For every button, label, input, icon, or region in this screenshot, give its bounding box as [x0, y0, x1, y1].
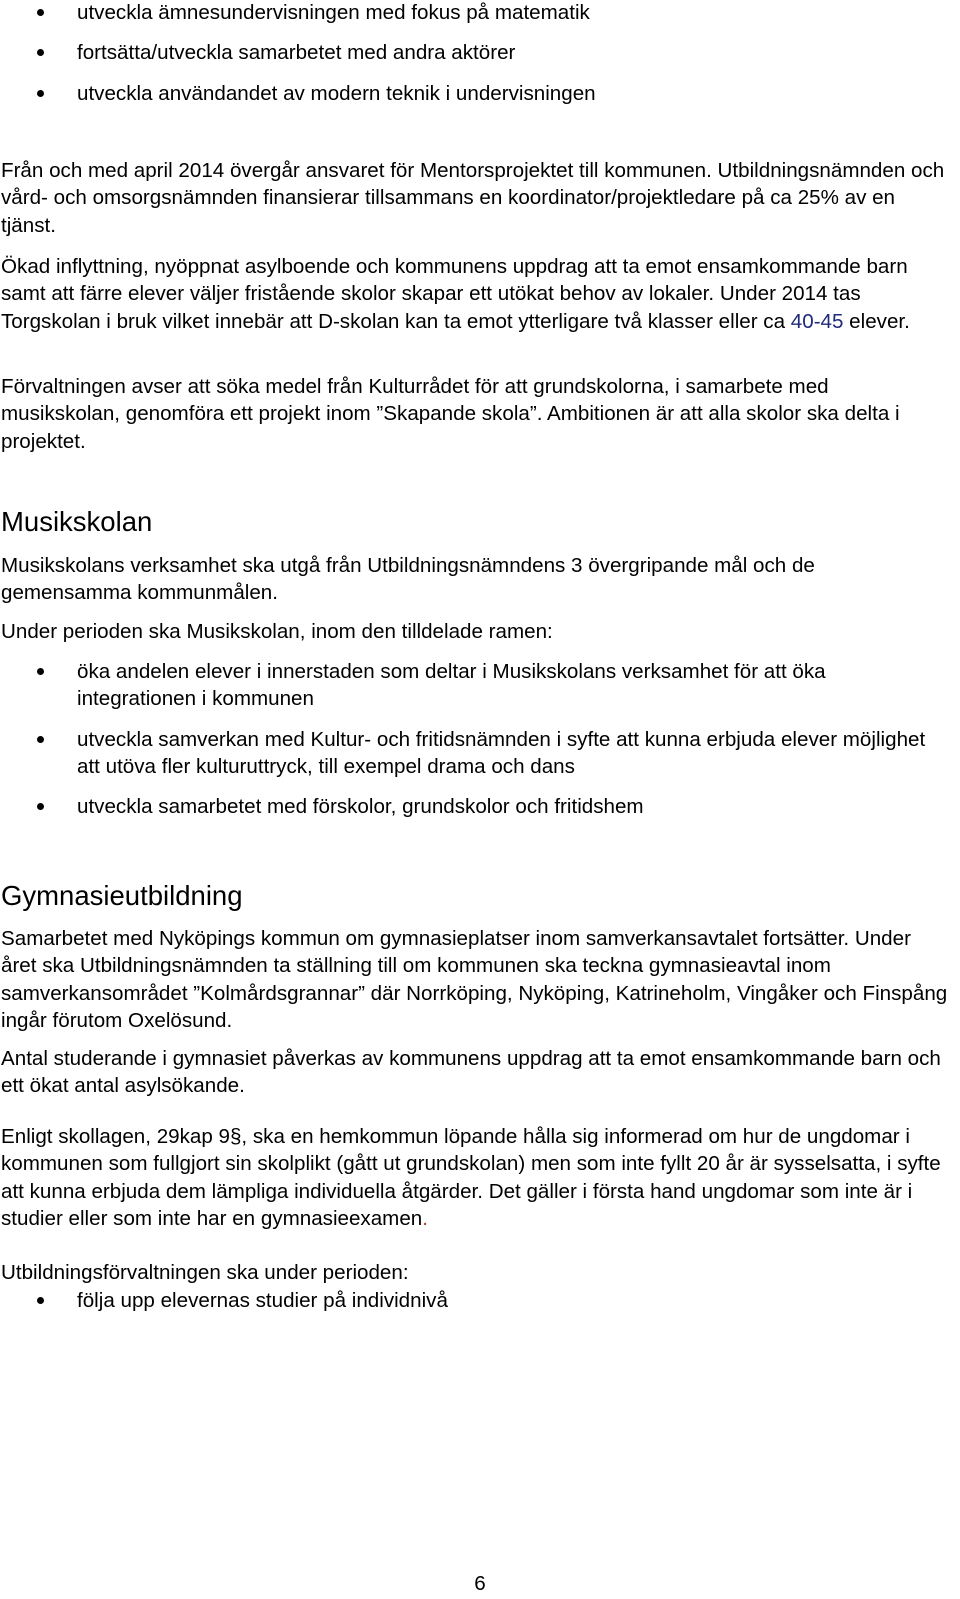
bullet-icon: [37, 1297, 44, 1304]
paragraph-gym-3: Enligt skollagen, 29kap 9§, ska en hemkommun löpande hålla sig informerad om hur de ungdomar i kommunen som fullgjort sin skolplikt (gått ut grundskolan) men som inte fyllt 20 år är sysselsatta, i syfte att kunna erbjuda dem lämpliga individuella åtgärder. Det gäller i första hand ungdomar som inte är i studier eller som inte har en gymnasieexamen.: [1, 1125, 941, 1230]
bullet-icon: [37, 9, 44, 16]
paragraph-gym-2: Antal studerande i gymnasiet påverkas av kommunens uppdrag att ta emot ensamkommande barn och ett ökat antal asylsökande.: [1, 1047, 941, 1098]
paragraph-kultur: Förvaltningen avser att söka medel från Kulturrådet för att grundskolorna, i samarbete med musikskolan, genomföra ett projekt inom ”Skapande skola”. Ambitionen är att alla skolor ska delta i projektet.: [1, 375, 900, 453]
paragraph-musik-2: Under perioden ska Musikskolan, inom den tilldelade ramen:: [1, 620, 553, 643]
bullet-icon: [37, 803, 44, 810]
list-item: öka andelen elever i innerstaden som deltar i Musikskolans verksamhet för att öka integrationen i kommunen: [0, 658, 950, 713]
bullet-icon: [37, 736, 44, 743]
paragraph-musik-1: Musikskolans verksamhet ska utgå från Utbildningsnämndens 3 övergripande mål och de gemensamma kommunmålen.: [1, 554, 815, 605]
bullet-icon: [37, 90, 44, 97]
gym-bullet-list: [0, 1287, 950, 1314]
section-heading-gymnasieutbildning: Gymnasieutbildning: [1, 880, 243, 911]
bullet-icon: [37, 668, 44, 675]
paragraph-gym-4: Utbildningsförvaltningen ska under perioden:: [1, 1261, 409, 1284]
list-item: utveckla samarbetet med förskolor, grundskolor och fritidshem: [0, 793, 950, 820]
bullet-icon: [37, 49, 44, 56]
paragraph-inflyttning: Ökad inflyttning, nyöppnat asylboende och kommunens uppdrag att ta emot ensamkommande barn samt att färre elever väljer fristående skolor skapar ett utökat behov av lokaler. Under 2014 tas Torgskolan i bruk vilket innebär att D-skolan kan ta emot ytterligare två klasser eller ca 40-45 elever.: [1, 255, 910, 333]
list-item: utveckla samverkan med Kultur- och fritidsnämnden i syfte att kunna erbjuda elever möjlighet att utöva fler kulturuttryck, till exempel drama och dans: [0, 726, 950, 781]
musik-bullet-list: [0, 658, 950, 820]
paragraph-gym-1: Samarbetet med Nyköpings kommun om gymnasieplatser inom samverkansavtalet fortsätter. Under året ska Utbildningsnämnden ta ställning till om kommunen ska teckna gymnasieavtal inom samverkansområdet ”Kolmårdsgrannar” där Norrköping, Nyköping, Katrineholm, Vingåker och Finspång ingår förutom Oxelösund.: [1, 927, 948, 1032]
list-item: utveckla ämnesundervisningen med fokus på matematik: [0, 0, 950, 26]
list-item: följa upp elevernas studier på individnivå: [0, 1287, 950, 1314]
list-item: fortsätta/utveckla samarbetet med andra aktörer: [0, 39, 950, 66]
section-heading-musikskolan: Musikskolan: [1, 506, 153, 537]
list-item: utveckla användandet av modern teknik i undervisningen: [0, 80, 950, 107]
highlight-number: 40-45: [790, 309, 844, 333]
page-number: 6: [474, 1572, 486, 1595]
top-bullet-list: [0, 0, 950, 107]
paragraph-mentor: Från och med april 2014 övergår ansvaret för Mentorsprojektet till kommunen. Utbildningsnämnden och vård- och omsorgsnämnden finansierar tillsammans en koordinator/projektledare på ca 25% av en tjänst.: [1, 159, 945, 237]
